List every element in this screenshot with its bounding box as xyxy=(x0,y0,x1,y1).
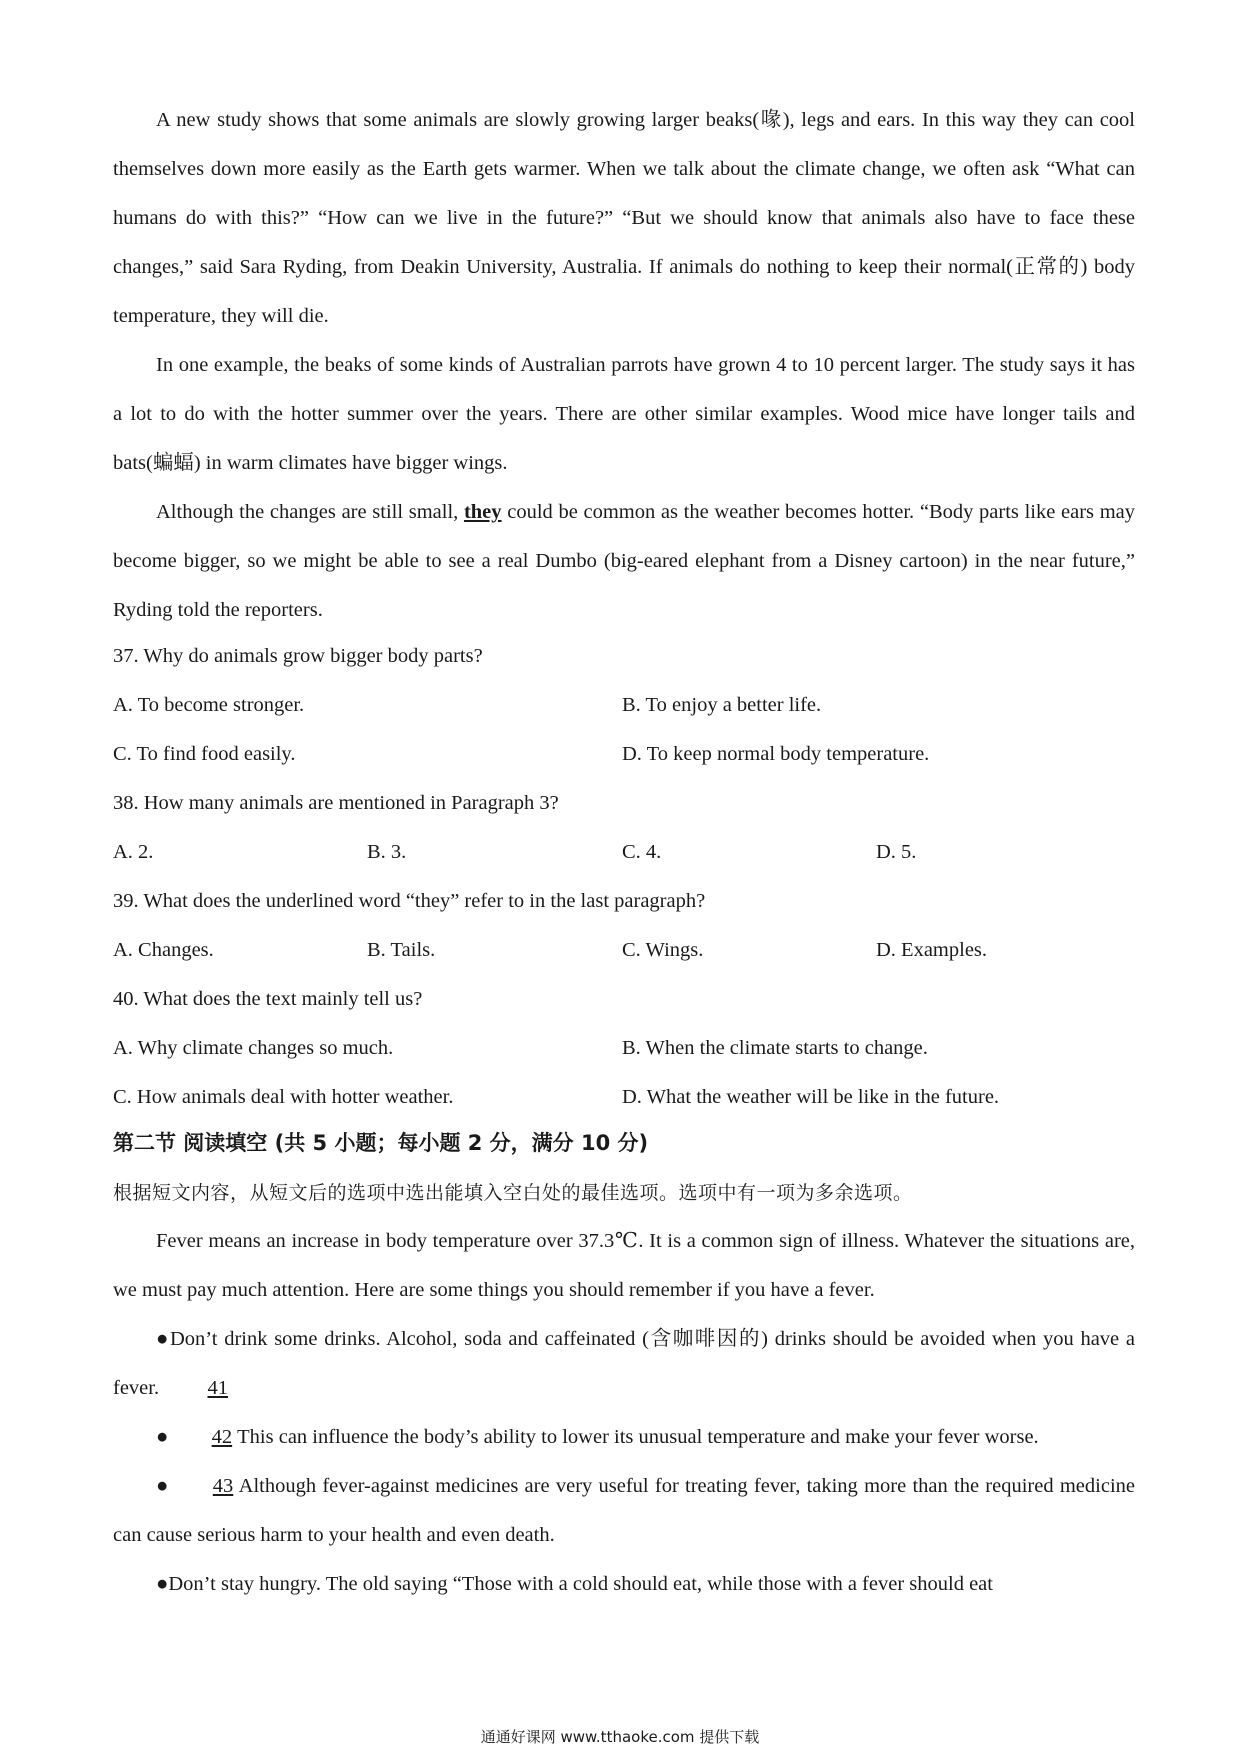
q37-option-d[interactable]: D. To keep normal body temperature. xyxy=(622,743,930,765)
q40-option-a[interactable]: A. Why climate changes so much. xyxy=(113,1037,394,1059)
question-38-stem: 38. How many animals are mentioned in Paragraph 3? xyxy=(113,792,559,814)
underlined-word-they: they xyxy=(463,501,502,523)
q38-option-d[interactable]: D. 5. xyxy=(876,841,917,863)
blank-42[interactable]: 42 xyxy=(211,1426,233,1448)
bullet-41-text: ●Don’t drink some drinks. Alcohol, soda and caffeinated (含咖啡因的) drinks should be avoided when you have a fever. xyxy=(113,1328,1135,1399)
bullet-41 xyxy=(113,1315,1135,1413)
q40-option-c[interactable]: C. How animals deal with hotter weather. xyxy=(113,1086,454,1108)
question-37-stem: 37. Why do animals grow bigger body parts? xyxy=(113,645,483,667)
blank-43[interactable]: 43 xyxy=(212,1475,234,1497)
q40-option-b[interactable]: B. When the climate starts to change. xyxy=(622,1037,928,1059)
blank-41[interactable]: 41 xyxy=(207,1377,228,1399)
bullet-42-dot: ● xyxy=(156,1426,169,1448)
q39-option-a[interactable]: A. Changes. xyxy=(113,939,214,961)
bullet-42-text: This can influence the body’s ability to lower its unusual temperature and make your fever worse. xyxy=(232,1426,1039,1448)
q39-option-c[interactable]: C. Wings. xyxy=(622,939,704,961)
fever-intro-paragraph: Fever means an increase in body temperature over 37.3℃. It is a common sign of illness. Whatever the situations are, we must pay much attention. Here are some things you should remember if you have a fever. xyxy=(113,1230,1135,1301)
q40-option-d[interactable]: D. What the weather will be like in the future. xyxy=(622,1086,1000,1108)
bullet-hungry: ●Don’t stay hungry. The old saying “Those with a cold should eat, while those with a fever should eat xyxy=(156,1573,993,1595)
question-39-stem: 39. What does the underlined word “they” refer to in the last paragraph? xyxy=(113,890,706,912)
q38-option-b[interactable]: B. 3. xyxy=(367,841,407,863)
question-40-stem: 40. What does the text mainly tell us? xyxy=(113,988,423,1010)
paragraph-3-end: could be common as the weather becomes hotter. “Body parts like ears may become bigger, so we might be able to see a real Dumbo (big-eared elephant from a Disney cartoon) in the near future,” Ryding told the reporters. xyxy=(113,501,1135,621)
paragraph-3-start: Although the changes are still small, xyxy=(156,501,464,523)
q37-option-a[interactable]: A. To become stronger. xyxy=(113,694,305,716)
page-footer: 通通好课网 www.tthaoke.com 提供下载 xyxy=(480,1728,760,1746)
bullet-43-text: Although fever-against medicines are very useful for treating fever, taking more than the required medicine can cause serious harm to your health and even death. xyxy=(113,1475,1135,1546)
q38-option-a[interactable]: A. 2. xyxy=(113,841,154,863)
passage-paragraph-3 xyxy=(113,488,1135,635)
bullet-42 xyxy=(113,1413,1135,1462)
q37-option-c[interactable]: C. To find food easily. xyxy=(113,743,296,765)
bullet-43-dot: ● xyxy=(156,1475,170,1497)
section-2-heading: 第二节 阅读填空 (共 5 小题；每小题 2 分，满分 10 分) xyxy=(113,1131,649,1155)
bullet-43 xyxy=(113,1462,1135,1560)
section-2-instruction: 根据短文内容，从短文后的选项中选出能填入空白处的最佳选项。选项中有一项为多余选项。 xyxy=(113,1182,913,1204)
q39-option-b[interactable]: B. Tails. xyxy=(367,939,436,961)
q39-option-d[interactable]: D. Examples. xyxy=(876,939,988,961)
passage-paragraph-2: In one example, the beaks of some kinds of Australian parrots have grown 4 to 10 percent larger. The study says it has a lot to do with the hotter summer over the years. There are other similar examples. Wood mice have longer tails and bats(蝙蝠) in warm climates have bigger wings. xyxy=(113,354,1135,474)
q37-option-b[interactable]: B. To enjoy a better life. xyxy=(622,694,822,716)
passage-paragraph-1: A new study shows that some animals are slowly growing larger beaks(喙), legs and ears. In this way they can cool themselves down more easily as the Earth gets warmer. When we talk about the climate change, we often ask “What can humans do with this?” “How can we live in the future?” “But we should know that animals also have to face these changes,” said Sara Ryding, from Deakin University, Australia. If animals do nothing to keep their normal(正常的) body temperature, they will die. xyxy=(113,109,1135,327)
q38-option-c[interactable]: C. 4. xyxy=(622,841,662,863)
